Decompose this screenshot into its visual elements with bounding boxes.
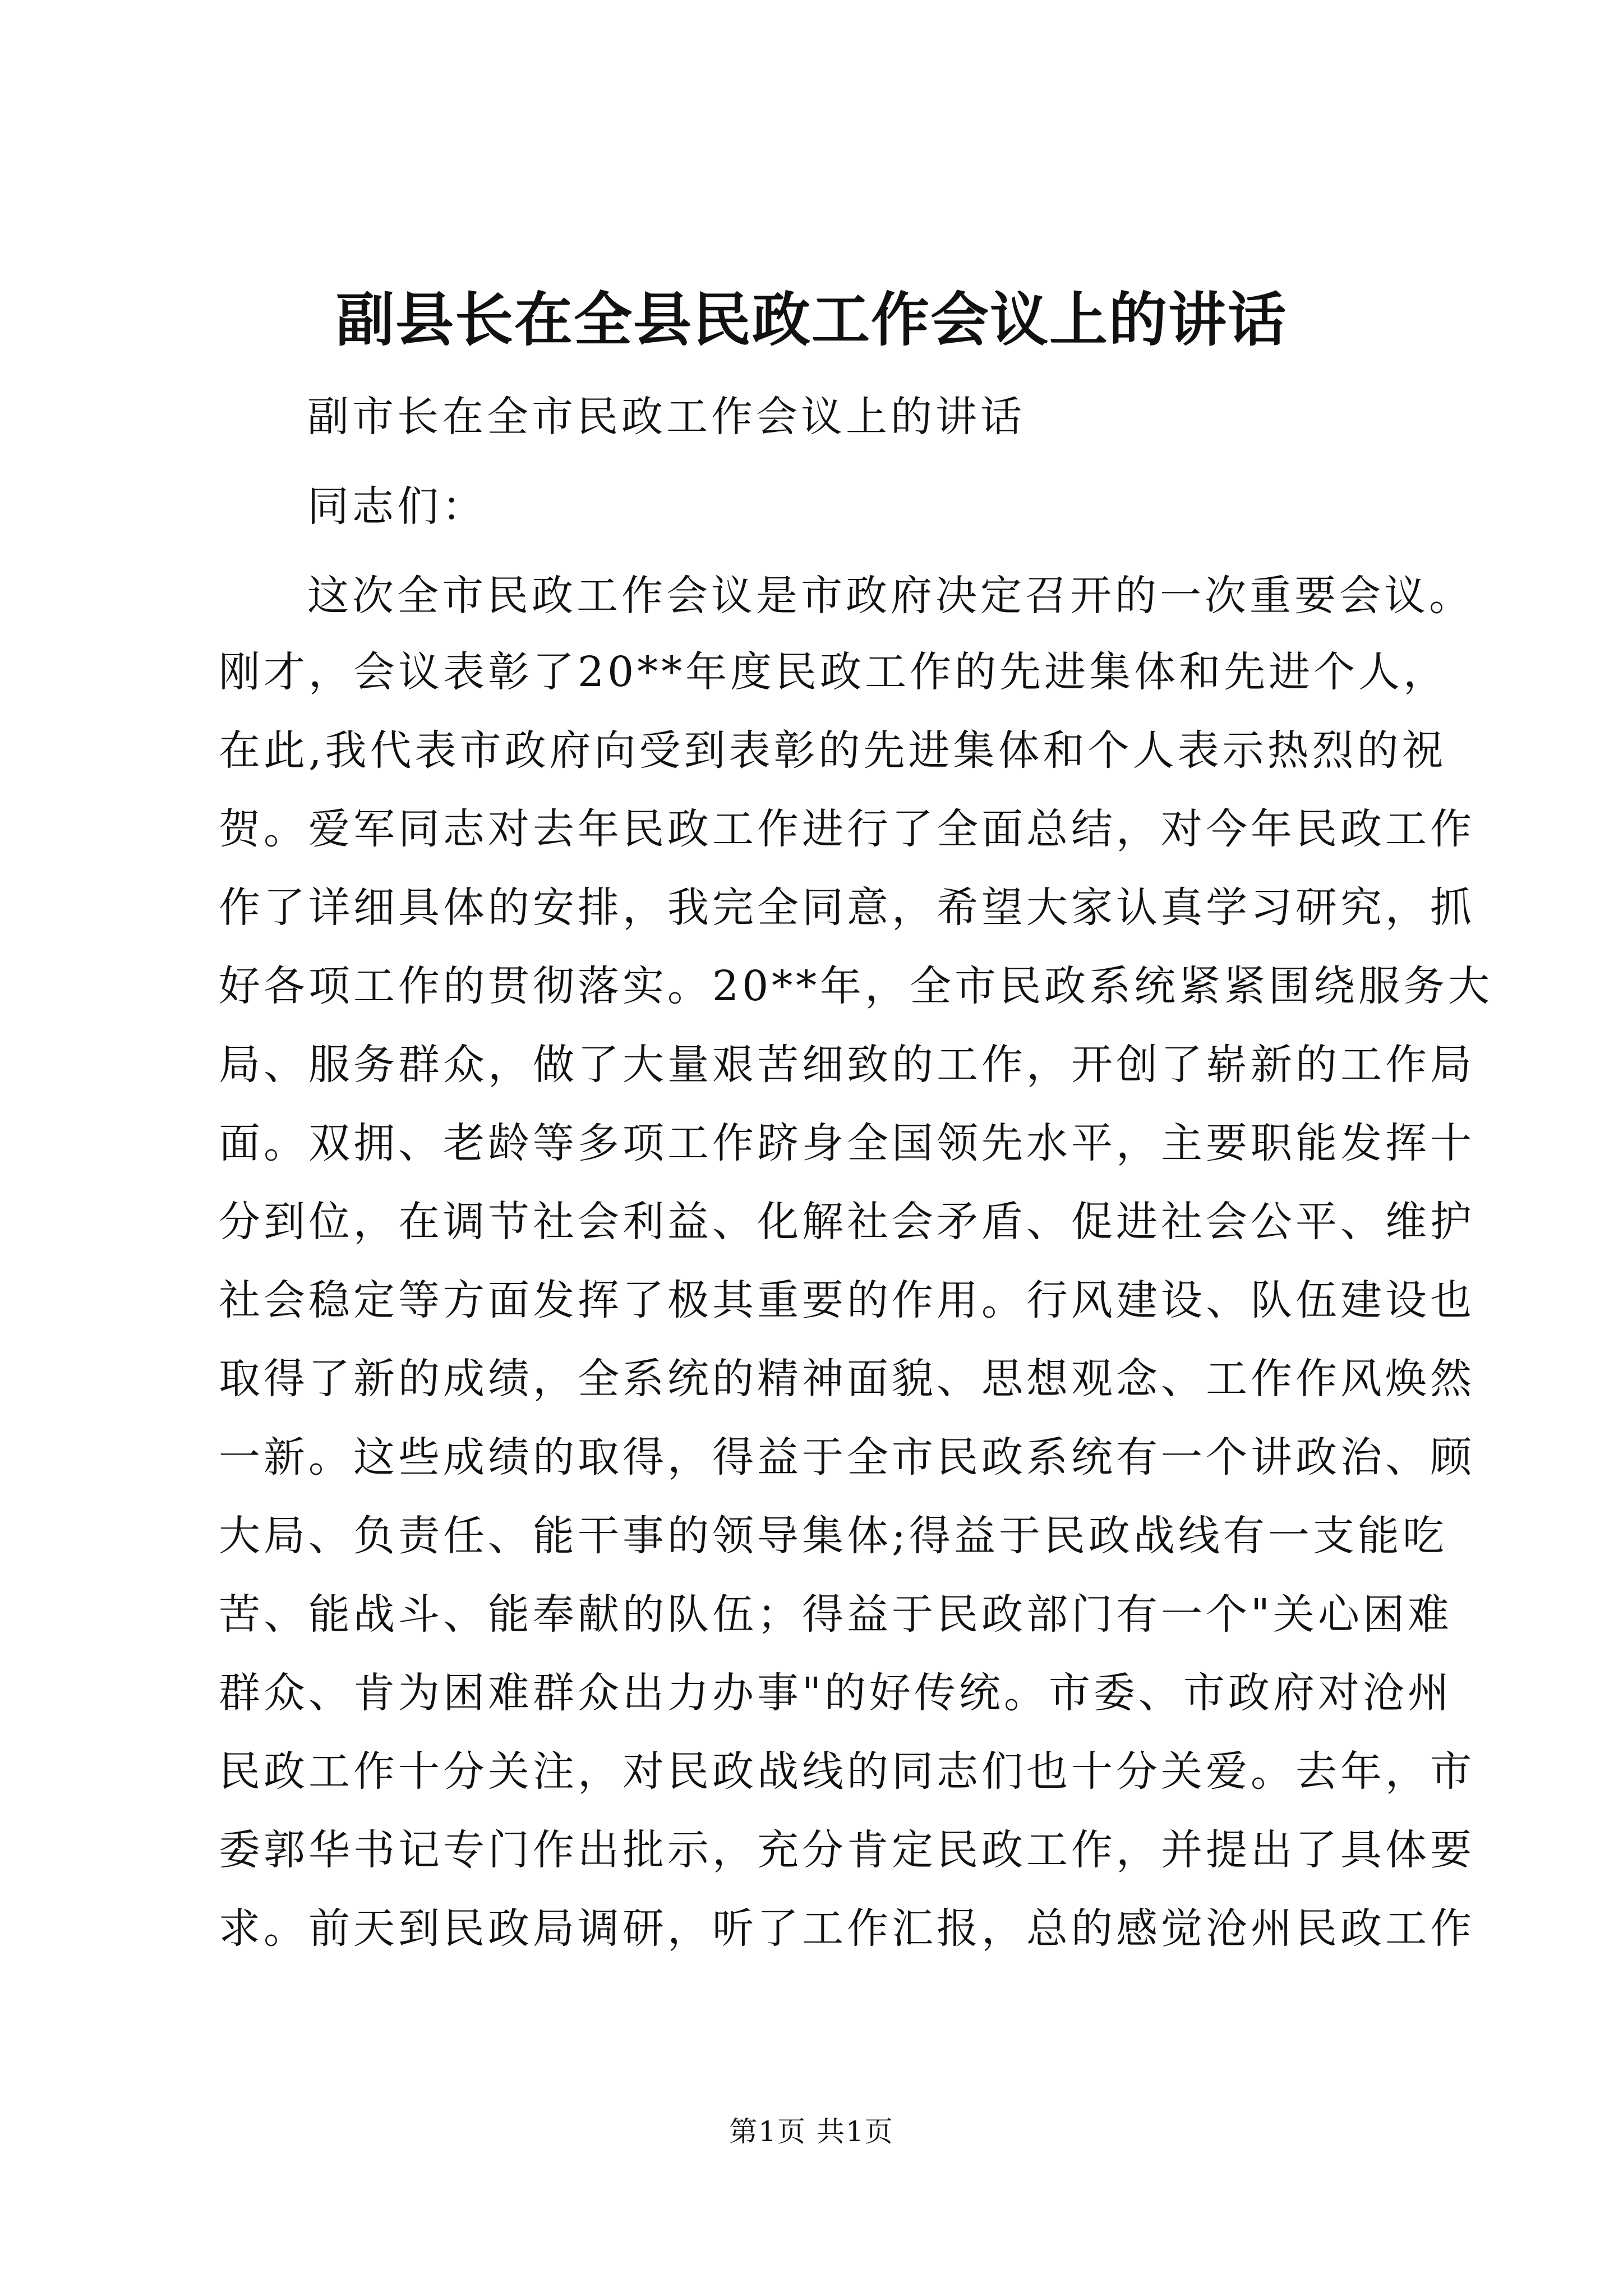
body-line: 委郭华书记专门作出批示，充分肯定民政工作，并提出了具体要 — [219, 1826, 1475, 1874]
document-subtitle: 副市长在全市民政工作会议上的讲话 — [307, 393, 1025, 441]
body-line: 好各项工作的贯彻落实。20**年，全市民政系统紧紧围绕服务大 — [219, 962, 1493, 1010]
body-line: 分到位，在调节社会利益、化解社会矛盾、促进社会公平、维护 — [219, 1198, 1475, 1246]
body-line: 这次全市民政工作会议是市政府决定召开的一次重要会议。 — [307, 572, 1474, 620]
document-title: 副县长在全县民政工作会议上的讲话 — [335, 285, 1287, 354]
salutation: 同志们： — [307, 482, 487, 531]
page-footer: 第1页 共1页 — [729, 2115, 894, 2148]
body-line: 社会稳定等方面发挥了极其重要的作用。行风建设、队伍建设也 — [219, 1276, 1475, 1324]
body-line: 作了详细具体的安排，我完全同意，希望大家认真学习研究，抓 — [219, 884, 1475, 932]
body-line: 大局、负责任、能干事的领导集体;得益于民政战线有一支能吃 — [219, 1512, 1447, 1560]
body-line: 苦、能战斗、能奉献的队伍；得益于民政部门有一个"关心困难 — [219, 1590, 1453, 1639]
body-line: 取得了新的成绩，全系统的精神面貌、思想观念、工作作风焕然 — [219, 1355, 1475, 1403]
body-line: 群众、肯为困难群众出力办事"的好传统。市委、市政府对沧州 — [219, 1669, 1453, 1717]
body-line: 面。双拥、老龄等多项工作跻身全国领先水平，主要职能发挥十 — [219, 1119, 1475, 1167]
body-line: 在此,我代表市政府向受到表彰的先进集体和个人表示热烈的祝 — [219, 726, 1447, 775]
body-line: 民政工作十分关注，对民政战线的同志们也十分关爱。去年，市 — [219, 1747, 1475, 1796]
body-line: 局、服务群众，做了大量艰苦细致的工作，开创了崭新的工作局 — [219, 1041, 1475, 1089]
body-line: 贺。爱军同志对去年民政工作进行了全面总结，对今年民政工作 — [219, 805, 1475, 853]
body-line: 求。前天到民政局调研，听了工作汇报，总的感觉沧州民政工作 — [219, 1904, 1475, 1953]
body-line: 刚才，会议表彰了20**年度民政工作的先进集体和先进个人， — [219, 648, 1449, 696]
body-line: 一新。这些成绩的取得，得益于全市民政系统有一个讲政治、顾 — [219, 1433, 1475, 1481]
